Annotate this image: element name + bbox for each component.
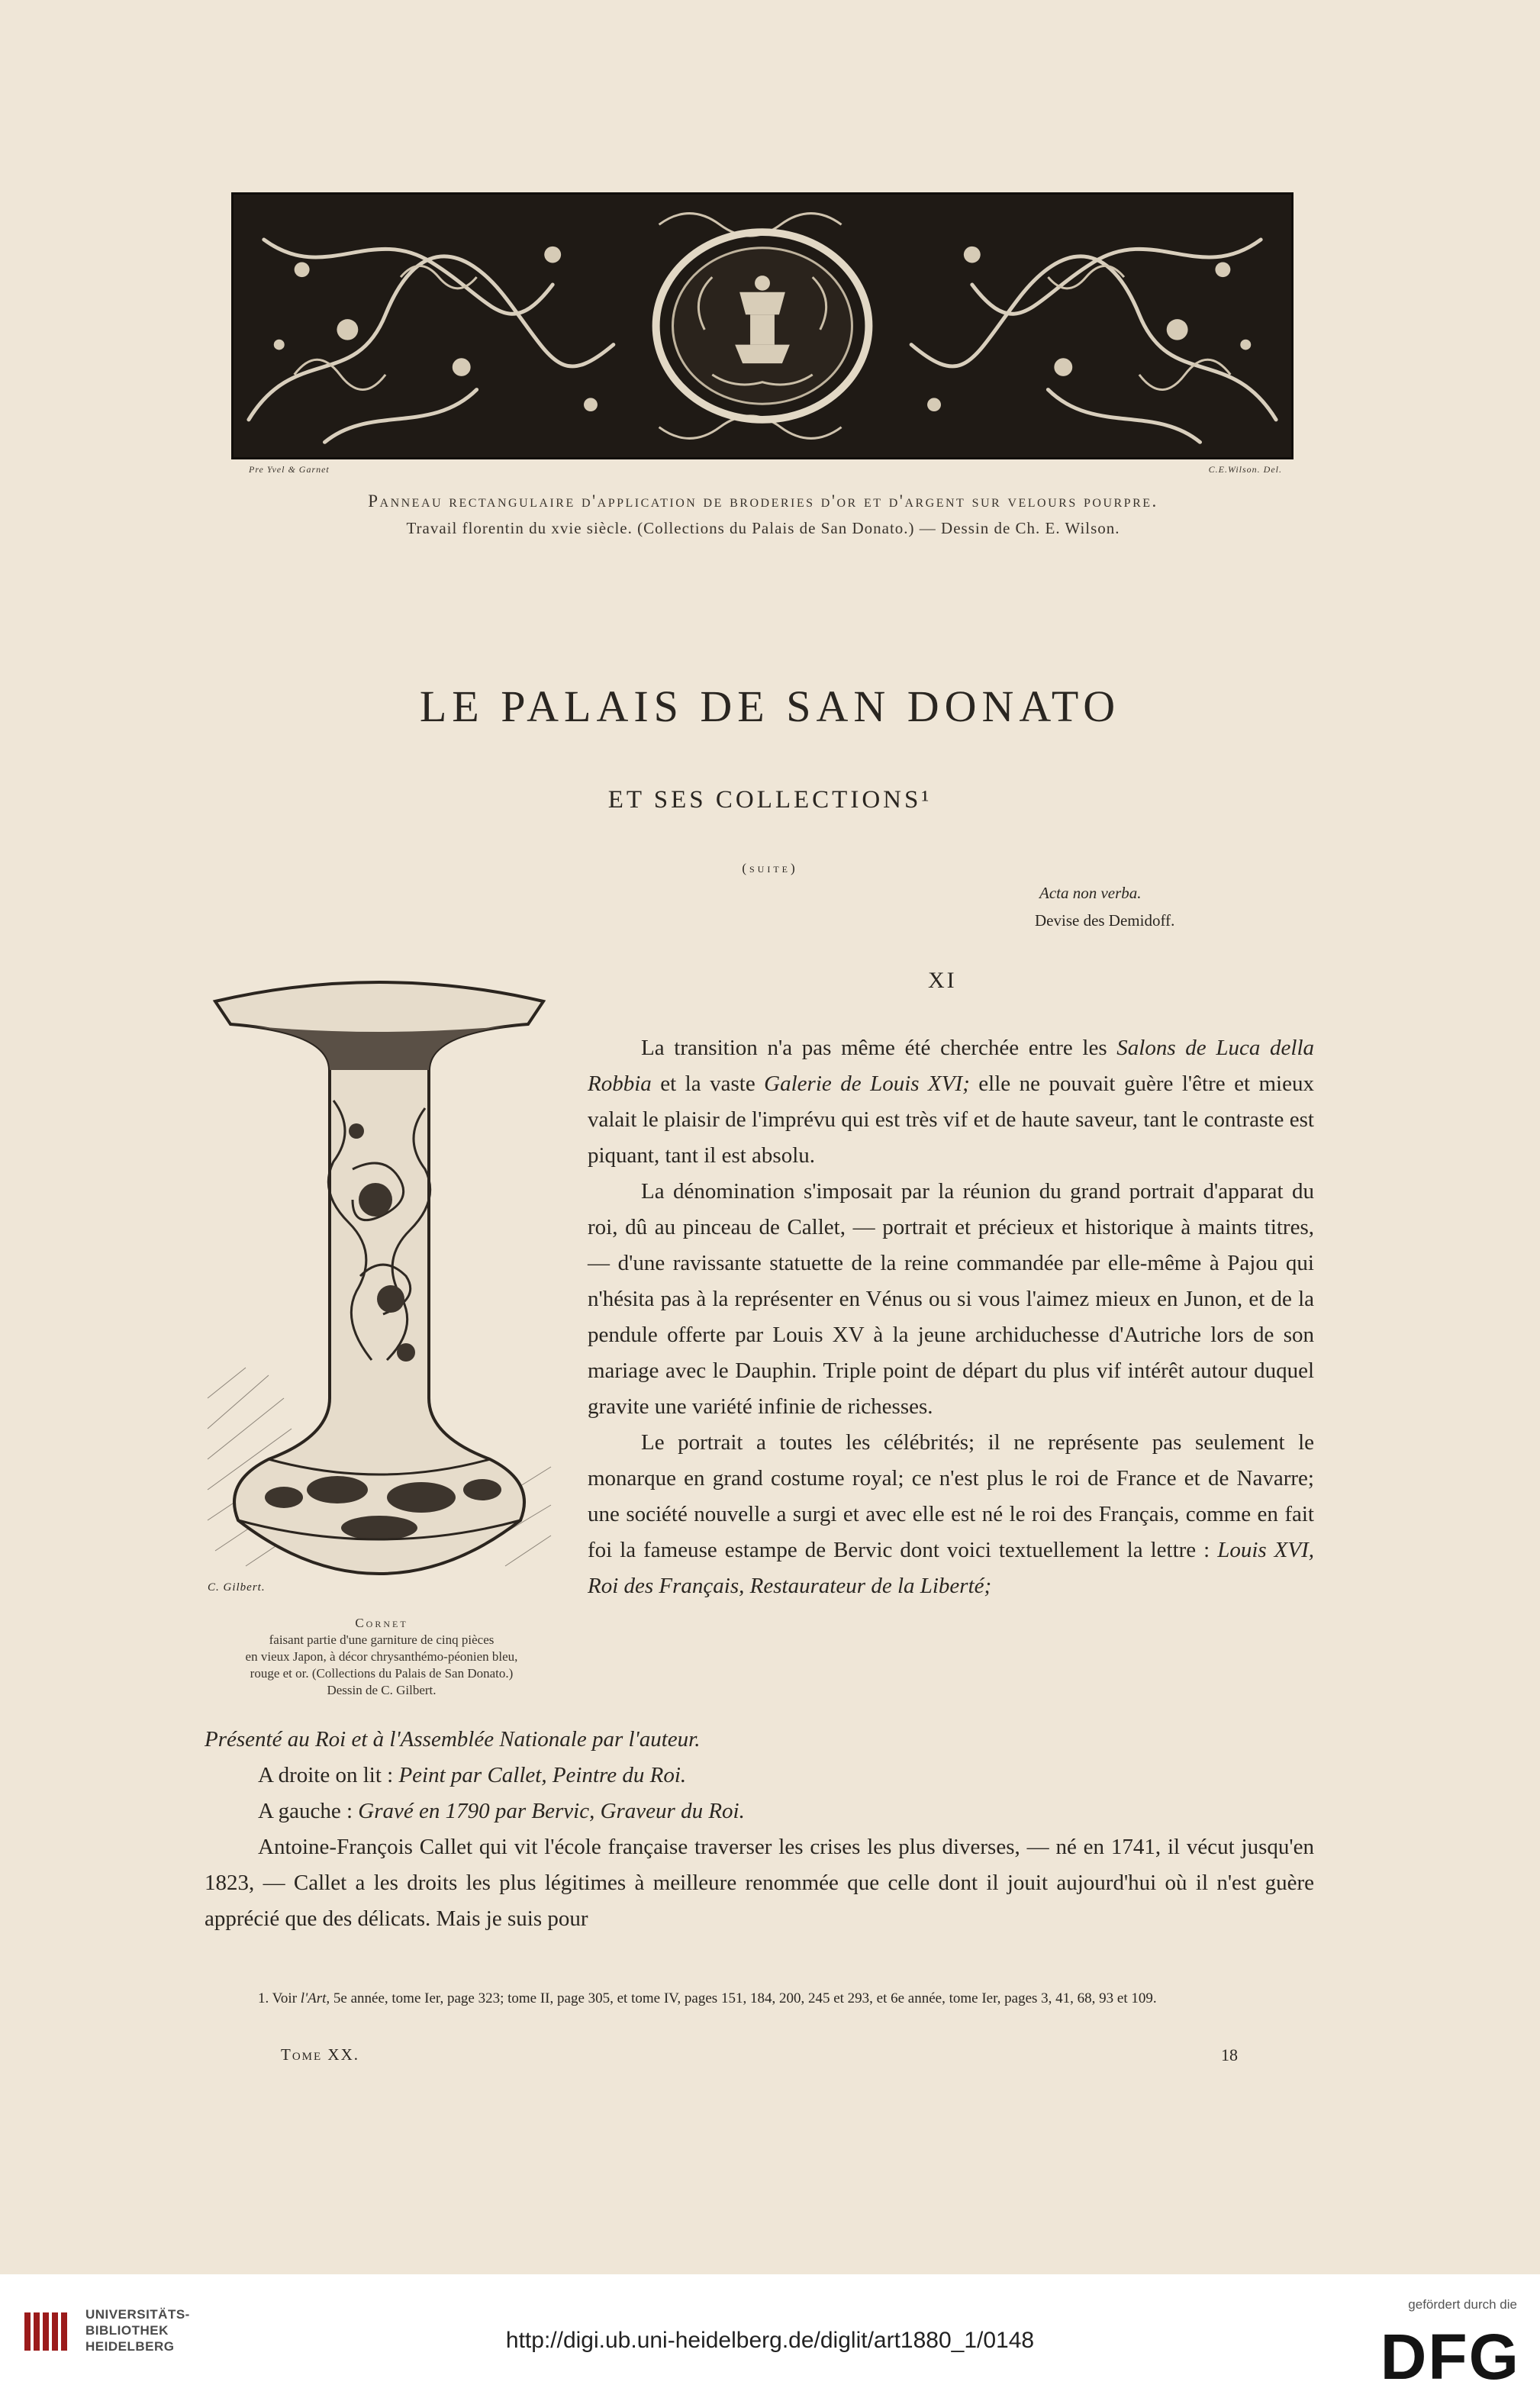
droite-text: Peint par Callet, Peintre du Roi. — [398, 1763, 687, 1787]
paragraph-2: La dénomination s'imposait par la réunion du grand portrait d'apparat du roi, dû au pinceau de Callet, — portrait et précieux et historique à maints titres, — d'une ravissante statuette de la reine commandée par elle-même à Pajou qui n'hésita pas à la représenter en Vénus ou si vous l'aimez mieux en Junon, et de la pendule offerte par Louis XV à la jeune archiduchesse d'Autriche lors de son mariage avec le Dauphin. Triple point de départ du plus vif intérêt autour duquel gravite une variété infinie de richesses. — [588, 1179, 1314, 1419]
footnote-text-a: 1. Voir — [258, 1990, 301, 2006]
vase-caption-line1: faisant partie d'une garniture de cinq pièces — [269, 1632, 495, 1647]
gauche-label: A gauche : — [258, 1799, 359, 1823]
permalink-url[interactable]: http://digi.ub.uni-heidelberg.de/diglit/art1880_1/0148 — [505, 2328, 1035, 2353]
paragraph-4: Antoine-François Callet qui vit l'école française traverser les crises les plus diverses, — né en 1741, il vécut jusqu'en 1823, — Callet a les droits les plus légitimes à meilleure renommée que celle dont il jouit aujourd'hui où il n'est guère apprécié que des délicats. Mais je suis pour — [205, 1835, 1314, 1931]
embroidery-panel-illustration — [231, 192, 1294, 459]
epigraph — [1035, 879, 1174, 934]
vase-signature: C. Gilbert. — [208, 1581, 266, 1594]
ornament-svg — [234, 195, 1291, 457]
tome-label: Tome XX. — [281, 2045, 359, 2064]
p1-text-a: La transition n'a pas même été cherchée entre les — [641, 1036, 1117, 1060]
article-subtitle: ET SES COLLECTIONS¹ — [607, 786, 933, 814]
engraver-credit: Pre Yvel & Garnet — [249, 464, 330, 475]
paragraph-1 — [588, 1030, 1314, 1174]
footnote-art: l'Art, — [300, 1990, 330, 2006]
panel-caption-line1: Panneau rectangulaire d'application de broderies d'or et d'argent sur velours pourpre. — [368, 491, 1158, 511]
full-line-3 — [205, 1793, 1314, 1829]
funding-note: gefördert durch die — [1408, 2297, 1517, 2312]
artist-credit: C.E.Wilson. Del. — [1208, 464, 1282, 475]
body-fullwidth — [205, 1722, 1314, 1937]
full-line-1 — [205, 1722, 1314, 1758]
vase-svg — [200, 971, 559, 1597]
uni-line-3: HEIDELBERG — [85, 2339, 175, 2354]
vase-illustration — [200, 971, 559, 1597]
body-column — [588, 1030, 1314, 1604]
vase-caption — [195, 1615, 569, 1699]
vase-caption-line3: rouge et or. (Collections du Palais de San Donato.) — [250, 1666, 514, 1681]
footnote — [205, 1987, 1314, 2010]
full-line-2 — [205, 1758, 1314, 1793]
p1-text-c: elle ne pouvait guère l'être et mieux valait le plaisir de l'imprévu qui est très vif et de haute saveur, tant le contraste est piquant, tant il est absolu. — [588, 1072, 1314, 1168]
p1-galerie: Galerie de Louis XVI; — [764, 1072, 970, 1096]
page-number: 18 — [1221, 2045, 1238, 2064]
p1-salons: Salons de Luca della Robbia — [588, 1036, 1314, 1096]
presented-line: Présenté au Roi et à l'Assemblée Nationale par l'auteur. — [205, 1727, 701, 1752]
paragraph-3 — [588, 1425, 1314, 1604]
p1-text-b: et la vaste — [651, 1072, 765, 1096]
droite-label: A droite on lit : — [258, 1763, 399, 1787]
epigraph-source: Devise des Demidoff. — [1035, 911, 1175, 930]
vase-caption-line4: Dessin de C. Gilbert. — [327, 1683, 437, 1697]
dfg-logo: DFG — [1380, 2321, 1520, 2393]
p3-text: Le portrait a toutes les célébrités; il ne représente pas seulement le monarque en grand costume royal; ce n'est plus le roi de France et de Navarre; une société nouvelle a surgi et avec elle est né le roi des Français, comme en fait foi la fameuse estampe de Bervic dont voici textuellement la lettre : — [588, 1430, 1314, 1562]
article-title: LE PALAIS DE SAN DONATO — [419, 682, 1121, 731]
panel-caption-line2: Travail florentin du xvie siècle. (Collections du Palais de San Donato.) — Dessin de Ch. E. Wilson. — [406, 519, 1120, 537]
gauche-text: Gravé en 1790 par Bervic, Graveur du Roi. — [358, 1799, 745, 1823]
uni-line-1: UNIVERSITÄTS- — [85, 2307, 190, 2322]
epigraph-quote: Acta non verba. — [1039, 884, 1142, 902]
article-suite: (suite) — [742, 861, 798, 875]
section-number: XI — [928, 968, 957, 993]
p3-quote: Louis XVI, Roi des Français, Restaurateur de la Liberté; — [588, 1538, 1314, 1598]
uni-line-2: BIBLIOTHEK — [85, 2323, 169, 2338]
footnote-text-b: 5e année, tome Ier, page 323; tome II, page 305, et tome IV, pages 151, 184, 200, 245 et 293, et 6e année, tome Ier, pages 3, 41, 68, 93 et 109. — [330, 1990, 1157, 2006]
vase-caption-line2: en vieux Japon, à décor chrysanthémo-péonien bleu, — [245, 1649, 518, 1664]
vase-caption-title: Cornet — [355, 1616, 408, 1630]
